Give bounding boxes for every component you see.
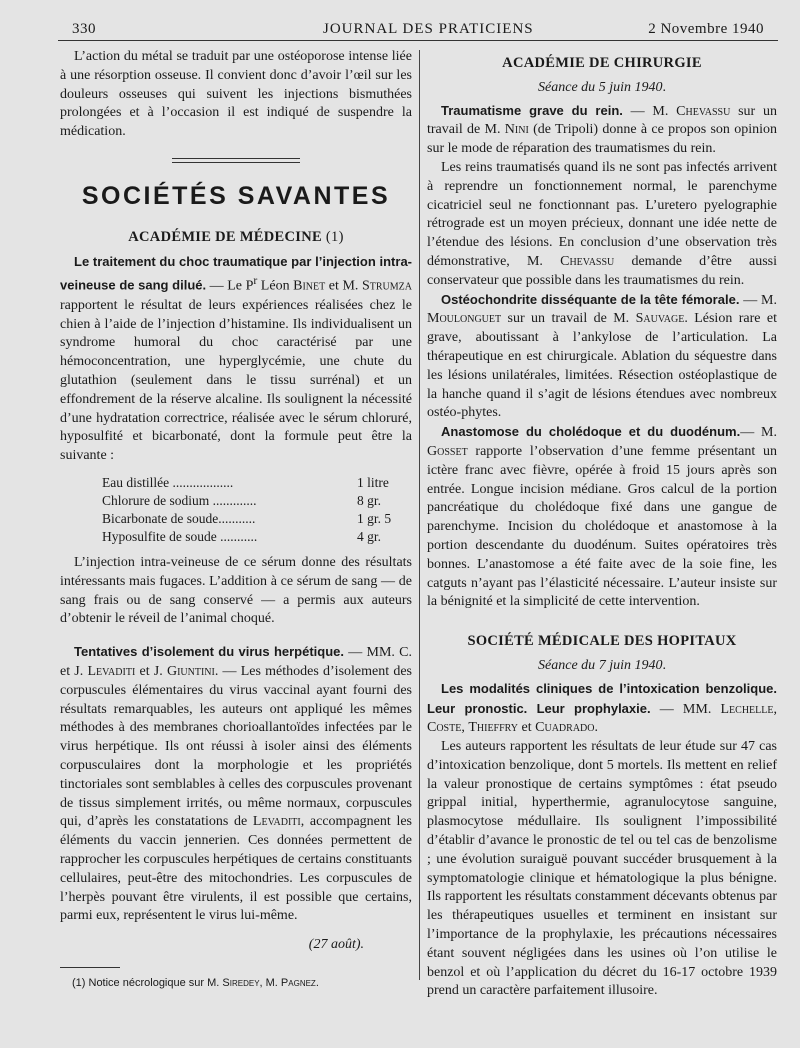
article-title: Traumatisme grave du rein. — [441, 102, 623, 118]
article-virus-herpetique: Tentatives d’isolement du virus herpétique. — MM. C. et J. Levaditi et J. Giuntini. — Les méthodes d’isolement des corpuscules élémentaires du virus vaccinal ayant fourni des résultats remarquables, les auteurs ont appliqué les mêmes méthodes à des membranes chorioallantoïdes infectées par le virus herpétique. Ils ont réussi à isoler ainsi des éléments corpusculaires dont la morphologie et les propriétés tinctoriales sont semblables à celles des corpuscules provenant de tissus simplement irrités, ou même normaux, corpuscules qui, d’après les constatations de Levaditi, accompagnent les éléments du vaccin jennerien. Ces données permettent de rapprocher les corpuscules herpétiques de certains constituants cellulaires, peut-être des mitochondries. Les corpuscules de l’herpès pouvant être virulents, il est possible que certains, parmi eux, représentent le virus lui-même. — [60, 644, 413, 924]
author-name: Sauvage — [635, 311, 685, 327]
left-column — [60, 48, 412, 993]
right-column — [427, 48, 777, 1001]
intro-paragraph: L’action du métal se traduit par une ostéoporose intense liée à une résorption osseuse. Il convient donc d’avoir l’œil sur les douleurs osseuses qui suivent les injections bismuthées prolongées et à l’occasion il est indiqué de suspendre la médication. — [60, 49, 412, 140]
article-intoxication-benzolique: Les modalités cliniques de l’intoxication benzolique. Leur pronostic. Leur prophylaxie. — MM. Lechelle, Coste, Thieffry et Cuadrado. — [427, 680, 777, 736]
author-name: Thieffry — [468, 720, 519, 736]
author-name: Coste — [427, 720, 462, 736]
article-title: Le traitement du choc traumatique par l’injection intra-veineuse de sang dilué. — [60, 253, 412, 294]
author-name: Chevassu — [560, 253, 615, 269]
author-name: Chevassu — [676, 103, 731, 119]
footnote-rule — [60, 967, 120, 968]
author-name: Lechelle — [720, 701, 774, 717]
formula-row: Chlorure de sodium ............. 8 gr. — [102, 493, 382, 508]
academy-chirurgie-heading: ACADÉMIE DE CHIRURGIE — [502, 55, 702, 71]
author-name: Cuadrado — [535, 720, 595, 736]
formula-row: Eau distillée .................. 1 litre — [102, 475, 389, 490]
article-title: Anastomose du cholédoque et du duodénum. — [441, 424, 741, 440]
article-title: Tentatives d’isolement du virus herpétique. — [74, 644, 345, 660]
footnote: (1) Notice nécrologique sur M. Siredey, M. Pagnez. — [72, 976, 319, 989]
article-paragraph: L’injection intra-veineuse de ce sérum donne des résultats intéressants mais fugaces. L’addition à ce sérum de sang — de sang frais ou de sang conservé — a permis aux auteurs d’obtenir le réveil de l’animal choqué. — [60, 555, 412, 627]
section-separator — [172, 158, 300, 163]
session-date: Séance du 5 juin 1940. — [538, 79, 666, 95]
author-name: Gosset — [427, 443, 468, 459]
societe-medicale-heading: SOCIÉTÉ MÉDICALE DES HOPITAUX — [467, 633, 737, 650]
journal-title: JOURNAL DES PRATICIENS — [323, 21, 534, 37]
section-title: SOCIÉTÉS SAVANTES — [81, 181, 391, 210]
author-name: Levaditi — [252, 814, 301, 830]
academy-medecine-title: ACADÉMIE DE MÉDECINE — [128, 228, 322, 245]
article-osteochondrite: Ostéochondrite disséquante de la tête fémorale. — M. Moulonguet sur un travail de M. Sauvage. Lésion rare et grave, aboutissant à l’ankylose de l’articulation. La thérapeutique en est chirurgicale. Ablation du séquestre dans les lésions unilatérales, limitées. Résection ostéoplastique de la hanche quand il s’agit de lésions étendues avec nombreux ostéo-phytes. — [427, 291, 777, 421]
article-anastomose: Anastomose du cholédoque et du duodénum.— M. Gosset rapporte l’observation d’une femme présentant un ictère franc avec fièvre, opérée à froid 15 jours après son entrée. Longue incision médiane. Gros calcul de la portion pancréatique du cholédoque fixé dans une gangue de parenchyme. Incision du cholédoque et anastomose à la portion descendante du duodénum. Suites opératoires très bonnes. L’anastomose a été faite avec de la soie fine, les catguts n’ayant pas l’élasticité nécessaire. L’auteur insiste sur la bénignité et la simplicité de cette intervention. — [427, 424, 777, 610]
article-paragraph: Les auteurs rapportent les résultats de leur étude sur 47 cas d’intoxication benzolique, dont 5 mortels. Ils mettent en relief la valeur pronostique de certains symptômes : état pseudo grippal initial, hyperthermie, agranulocytose sanguine, plasmocytose médullaire. Ils soulignent l’impossibilité d’établir d’avance le pronostic de tel ou tel cas de benzolisme ; une évolution suraiguë pouvant succéder brusquement à la symptomatologie clinique et hématologique la plus bénigne. Ils rapportent les résultats constamment décevants obtenus par les thérapeutiques usuelles et terminent en insistant sur l’importance de la prophylaxie, les précautions nécessaires étant souvent négligées dans les usines où l’on utilise le benzol et où l’application du décret du 16-17 octobre 1939 prend un caractère parfaitement illusoire. — [427, 739, 777, 999]
article-traumatisme-rein: Traumatisme grave du rein. — M. Chevassu sur un travail de M. Nini (de Tripoli) donne à ce propos son opinion sur le mode de réparation des traumatismes du rein. — [427, 102, 777, 157]
author-name: Moulonguet — [427, 311, 502, 327]
article-choc-traumatique: Le traitement du choc traumatique par l’injection intra-veineuse de sang dilué. — Le $P^r$ Léon Binet et M. Strumza rapportent le résultat de leurs expériences réalisées chez le chien à l’aide de l’injection d’histamine. Ils individualisent un syndrome humoral du choc caractérisé par une hémoconcentration, une hyperglycémie, une chute du glutathion (seulement dans le tissu surrénal) et un effondrement de la réserve alcaline. Ils soulignent la nécessité d’une hydratation correctrice, réalisée avec le sérum chloruré, hyposulfité et bicarbonaté, dont la formule peut être la suivante : — [60, 253, 412, 464]
academy-medecine-heading — [60, 228, 412, 247]
serum-formula — [102, 474, 412, 546]
issue-date: 2 Novembre 1940 — [648, 21, 764, 37]
author-name: Giuntini — [166, 663, 215, 679]
page-number: 330 — [72, 21, 96, 37]
running-header — [58, 18, 778, 41]
author-name: Strumza — [361, 279, 412, 295]
date-signature: (27 août). — [308, 937, 364, 953]
article-title: Les modalités cliniques de l’intoxication benzolique. Leur pronostic. Leur prophylaxie. — [427, 680, 777, 716]
formula-row: Hyposulfite de soude ........... 4 gr. — [102, 529, 382, 544]
column-divider — [419, 50, 420, 980]
article-paragraph: Les reins traumatisés quand ils ne sont pas infectés arrivent à reprendre un fonctionnement normal, le parenchyme cicatriciel seul ne fonctionnant pas. L’uretero pyelographie rétrograde est un moyen précieux, donnant une idée nette de l’étendue des lésions. En conclusion d’une observation très démonstrative, M. Chevassu demande d’être aussi conservateur que possible dans les traumatismes du rein. — [427, 159, 777, 288]
footnote-ref: (1) — [325, 228, 344, 245]
author-name: Binet — [293, 279, 326, 295]
formula-row: Bicarbonate de soude........... 1 gr. 5 — [102, 511, 392, 526]
session-date: Séance du 7 juin 1940. — [538, 657, 666, 673]
author-name: Levaditi — [87, 663, 136, 679]
author-name: Nini — [504, 122, 529, 138]
article-title: Ostéochondrite disséquante de la tête fémorale. — [441, 291, 740, 307]
